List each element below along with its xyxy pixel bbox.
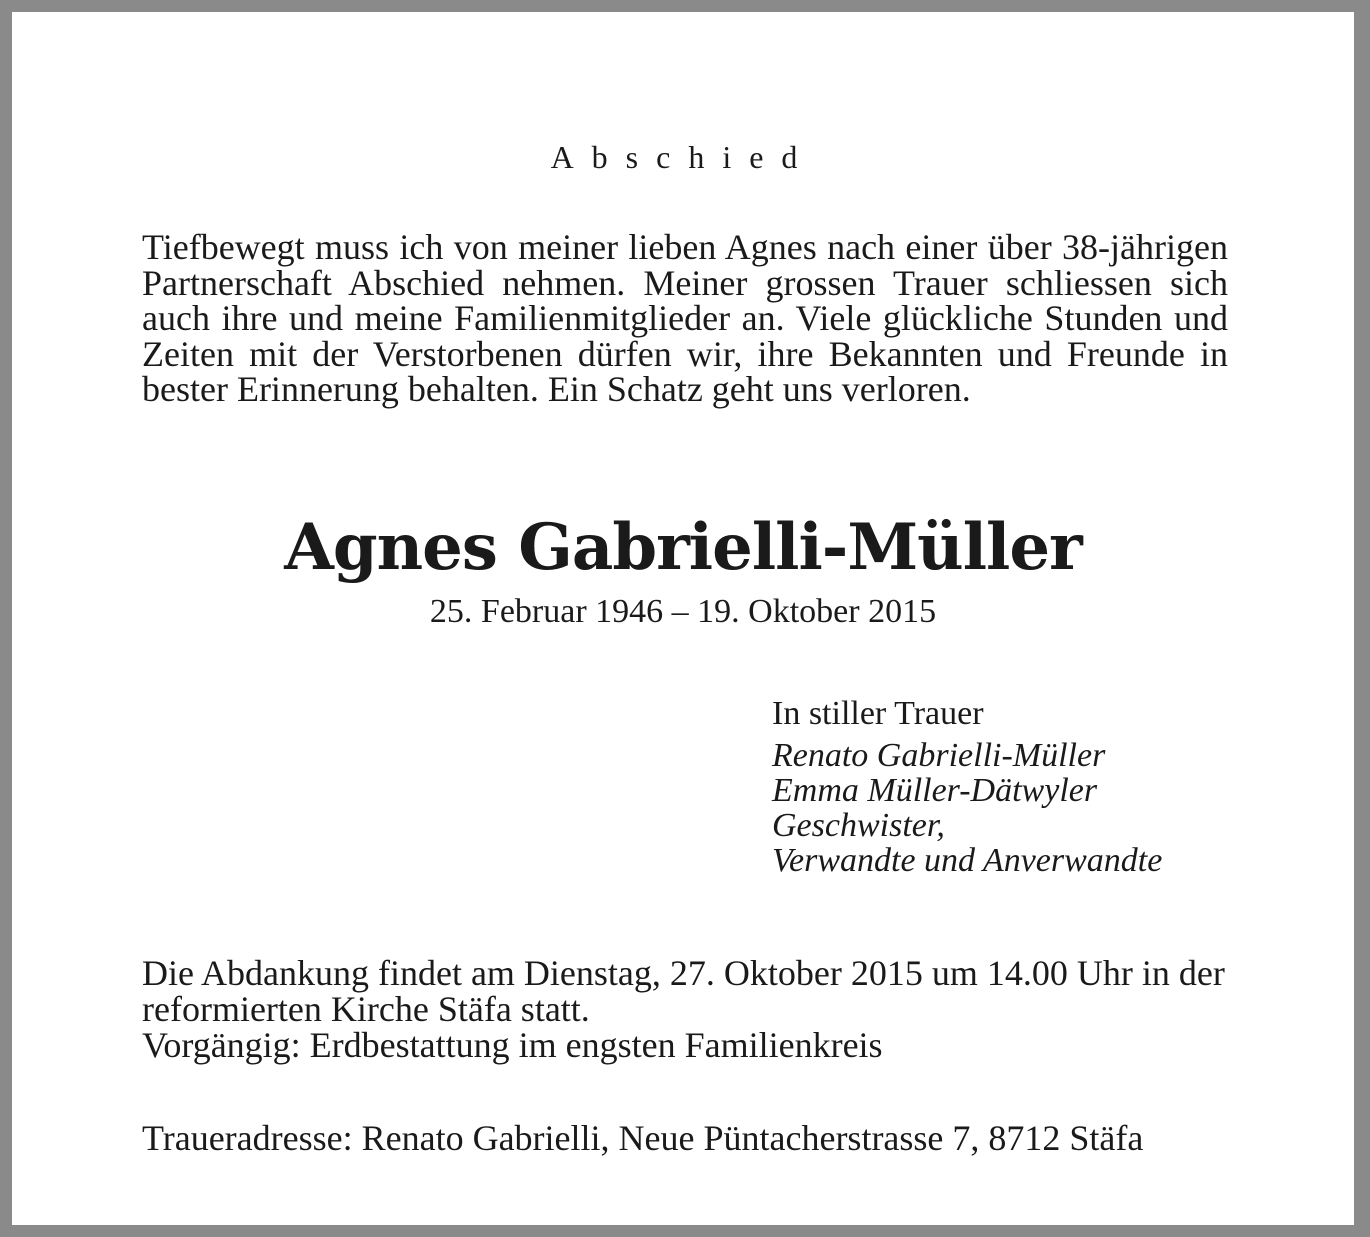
obituary-notice xyxy=(12,12,1354,1225)
deceased-name: Agnes Gabrielli-Müller xyxy=(284,510,1082,585)
mourner-name: Emma Müller-Dätwyler xyxy=(772,772,1098,809)
mourner-group: Verwandte und Anverwandte xyxy=(772,842,1163,879)
notice-heading: Abschied xyxy=(550,139,816,175)
service-info xyxy=(142,955,1228,1063)
service-details: Die Abdankung findet am Dienstag, 27. Oktober 2015 um 14.00 Uhr in der reformierten Kirche Stäfa statt. xyxy=(142,953,1225,1029)
mourners-block xyxy=(772,694,1162,878)
mourners-lead: In stiller Trauer xyxy=(772,695,984,732)
intro-paragraph: Tiefbewegt muss ich von meiner lieben Agnes nach einer über 38-jährigen Partnerschaft Abschied nehmen. Meiner grossen Trauer schliessen sich auch ihre und meine Familienmitglieder an. Viele glückliche Stunden und Zeiten mit der Verstorbenen dürfen wir, ihre Bekannten und Freunde in bester Erinnerung behalten. Ein Schatz geht uns verloren. xyxy=(142,227,1228,409)
mourner-name: Renato Gabrielli-Müller xyxy=(772,737,1106,774)
mourning-address: Traueradresse: Renato Gabrielli, Neue Püntacherstrasse 7, 8712 Stäfa xyxy=(142,1118,1144,1158)
burial-note: Vorgängig: Erdbestattung im engsten Familienkreis xyxy=(142,1025,883,1065)
life-dates: 25. Februar 1946 – 19. Oktober 2015 xyxy=(429,593,937,630)
mourner-group: Geschwister, xyxy=(772,807,945,844)
